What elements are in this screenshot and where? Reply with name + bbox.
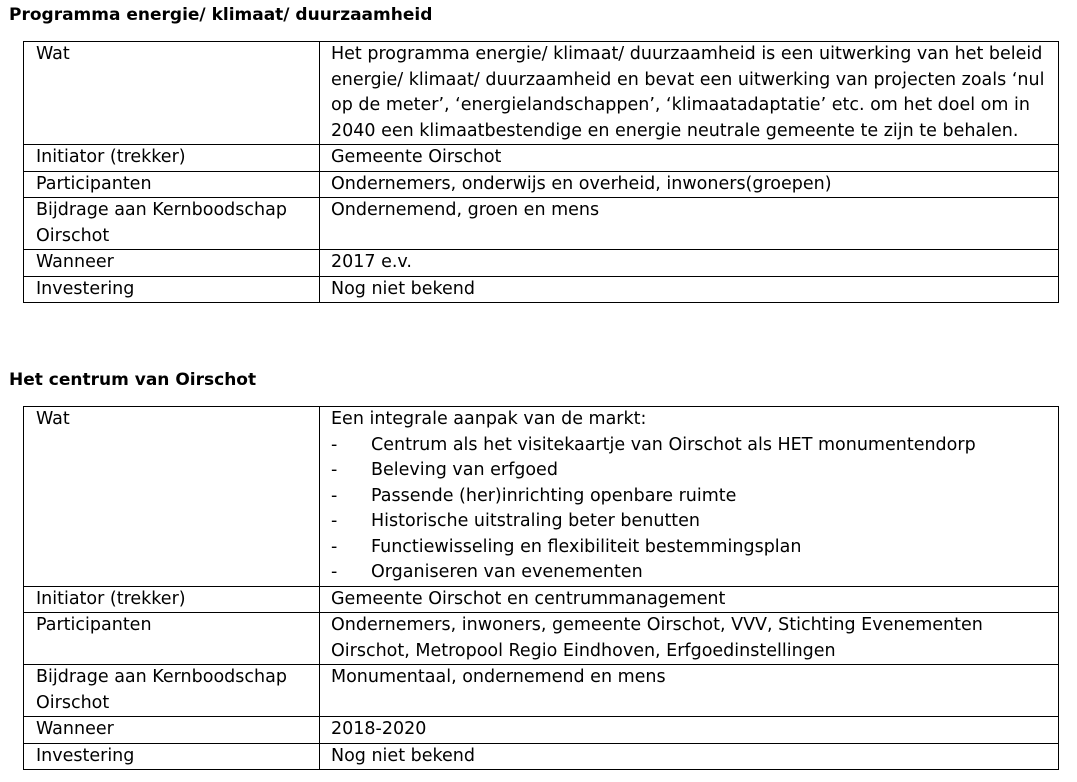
row-label-wanneer: Wanneer <box>24 250 320 277</box>
row-label-bijdrage: Bijdrage aan Kernboodschap Oirschot <box>24 665 320 717</box>
list-item-text: Historische uitstraling beter benutten <box>371 511 701 531</box>
table-row <box>24 250 1059 277</box>
table-row <box>24 171 1059 198</box>
table-row <box>24 407 1059 587</box>
row-value-bijdrage: Monumentaal, ondernemend en mens <box>320 665 1059 717</box>
list-item-text: Passende (her)inrichting openbare ruimte <box>371 485 737 506</box>
dash-bullet: - <box>331 536 338 557</box>
row-label-investering: Investering <box>24 276 320 303</box>
table-row <box>24 717 1059 744</box>
table-row <box>24 198 1059 250</box>
row-label-wat: Wat <box>24 407 320 587</box>
row-value-investering: Nog niet bekend <box>320 743 1059 770</box>
list-item <box>331 560 1052 586</box>
row-label-participanten: Participanten <box>24 613 320 665</box>
row-value-initiator: Gemeente Oirschot en centrummanagement <box>320 586 1059 613</box>
list-item-text: Functiewisseling en flexibiliteit bestemmingsplan <box>371 536 802 557</box>
list-item-text: Beleving van erfgoed <box>371 460 558 480</box>
table-row <box>24 145 1059 172</box>
dash-bullet: - <box>331 434 338 455</box>
list-item-text: Organiseren van evenementen <box>371 562 643 582</box>
table-row <box>24 42 1059 145</box>
row-label-initiator: Initiator (trekker) <box>24 145 320 172</box>
list-item <box>331 458 1052 484</box>
list-item <box>331 484 1052 510</box>
wat-list <box>331 433 1052 586</box>
row-value-wanneer: 2017 e.v. <box>320 250 1059 277</box>
dash-bullet: - <box>331 511 338 531</box>
list-item-text: Centrum als het visitekaartje van Oirschot als HET monumentendorp <box>371 434 976 455</box>
table-energie <box>23 41 1059 303</box>
list-item <box>331 433 1052 459</box>
dash-bullet: - <box>331 485 338 506</box>
row-label-wanneer: Wanneer <box>24 717 320 744</box>
table-row <box>24 665 1059 717</box>
section-title-centrum: Het centrum van Oirschot <box>9 370 257 390</box>
dash-bullet: - <box>331 460 338 480</box>
table-row <box>24 743 1059 770</box>
row-label-investering: Investering <box>24 743 320 770</box>
row-label-initiator: Initiator (trekker) <box>24 586 320 613</box>
table-centrum <box>23 406 1059 770</box>
row-value-initiator: Gemeente Oirschot <box>320 145 1059 172</box>
wat-intro: Een integrale aanpak van de markt: <box>331 409 647 429</box>
row-label-wat: Wat <box>24 42 320 145</box>
table-row <box>24 613 1059 665</box>
row-value-wanneer: 2018-2020 <box>320 717 1059 744</box>
table-row <box>24 586 1059 613</box>
section-title-energie: Programma energie/ klimaat/ duurzaamheid <box>9 5 433 25</box>
row-label-bijdrage: Bijdrage aan Kernboodschap Oirschot <box>24 198 320 250</box>
row-value-investering: Nog niet bekend <box>320 276 1059 303</box>
row-value-participanten: Ondernemers, inwoners, gemeente Oirschot, VVV, Stichting Evenementen Oirschot, Metropool Regio Eindhoven, Erfgoedinstellingen <box>320 613 1059 665</box>
list-item <box>331 535 1052 561</box>
row-value-participanten: Ondernemers, onderwijs en overheid, inwoners(groepen) <box>320 171 1059 198</box>
row-value-bijdrage: Ondernemend, groen en mens <box>320 198 1059 250</box>
table-row <box>24 276 1059 303</box>
list-item <box>331 509 1052 535</box>
row-value-wat <box>320 407 1059 587</box>
row-label-participanten: Participanten <box>24 171 320 198</box>
dash-bullet: - <box>331 562 338 582</box>
row-value-wat: Het programma energie/ klimaat/ duurzaamheid is een uitwerking van het beleid energie/ klimaat/ duurzaamheid en bevat een uitwerking van projecten zoals ‘nul op de meter’, ‘energielandschappen’, ‘klimaatadaptatie’ etc. om het doel om in 2040 een klimaatbestendige en energie neutrale gemeente te zijn te behalen. <box>320 42 1059 145</box>
